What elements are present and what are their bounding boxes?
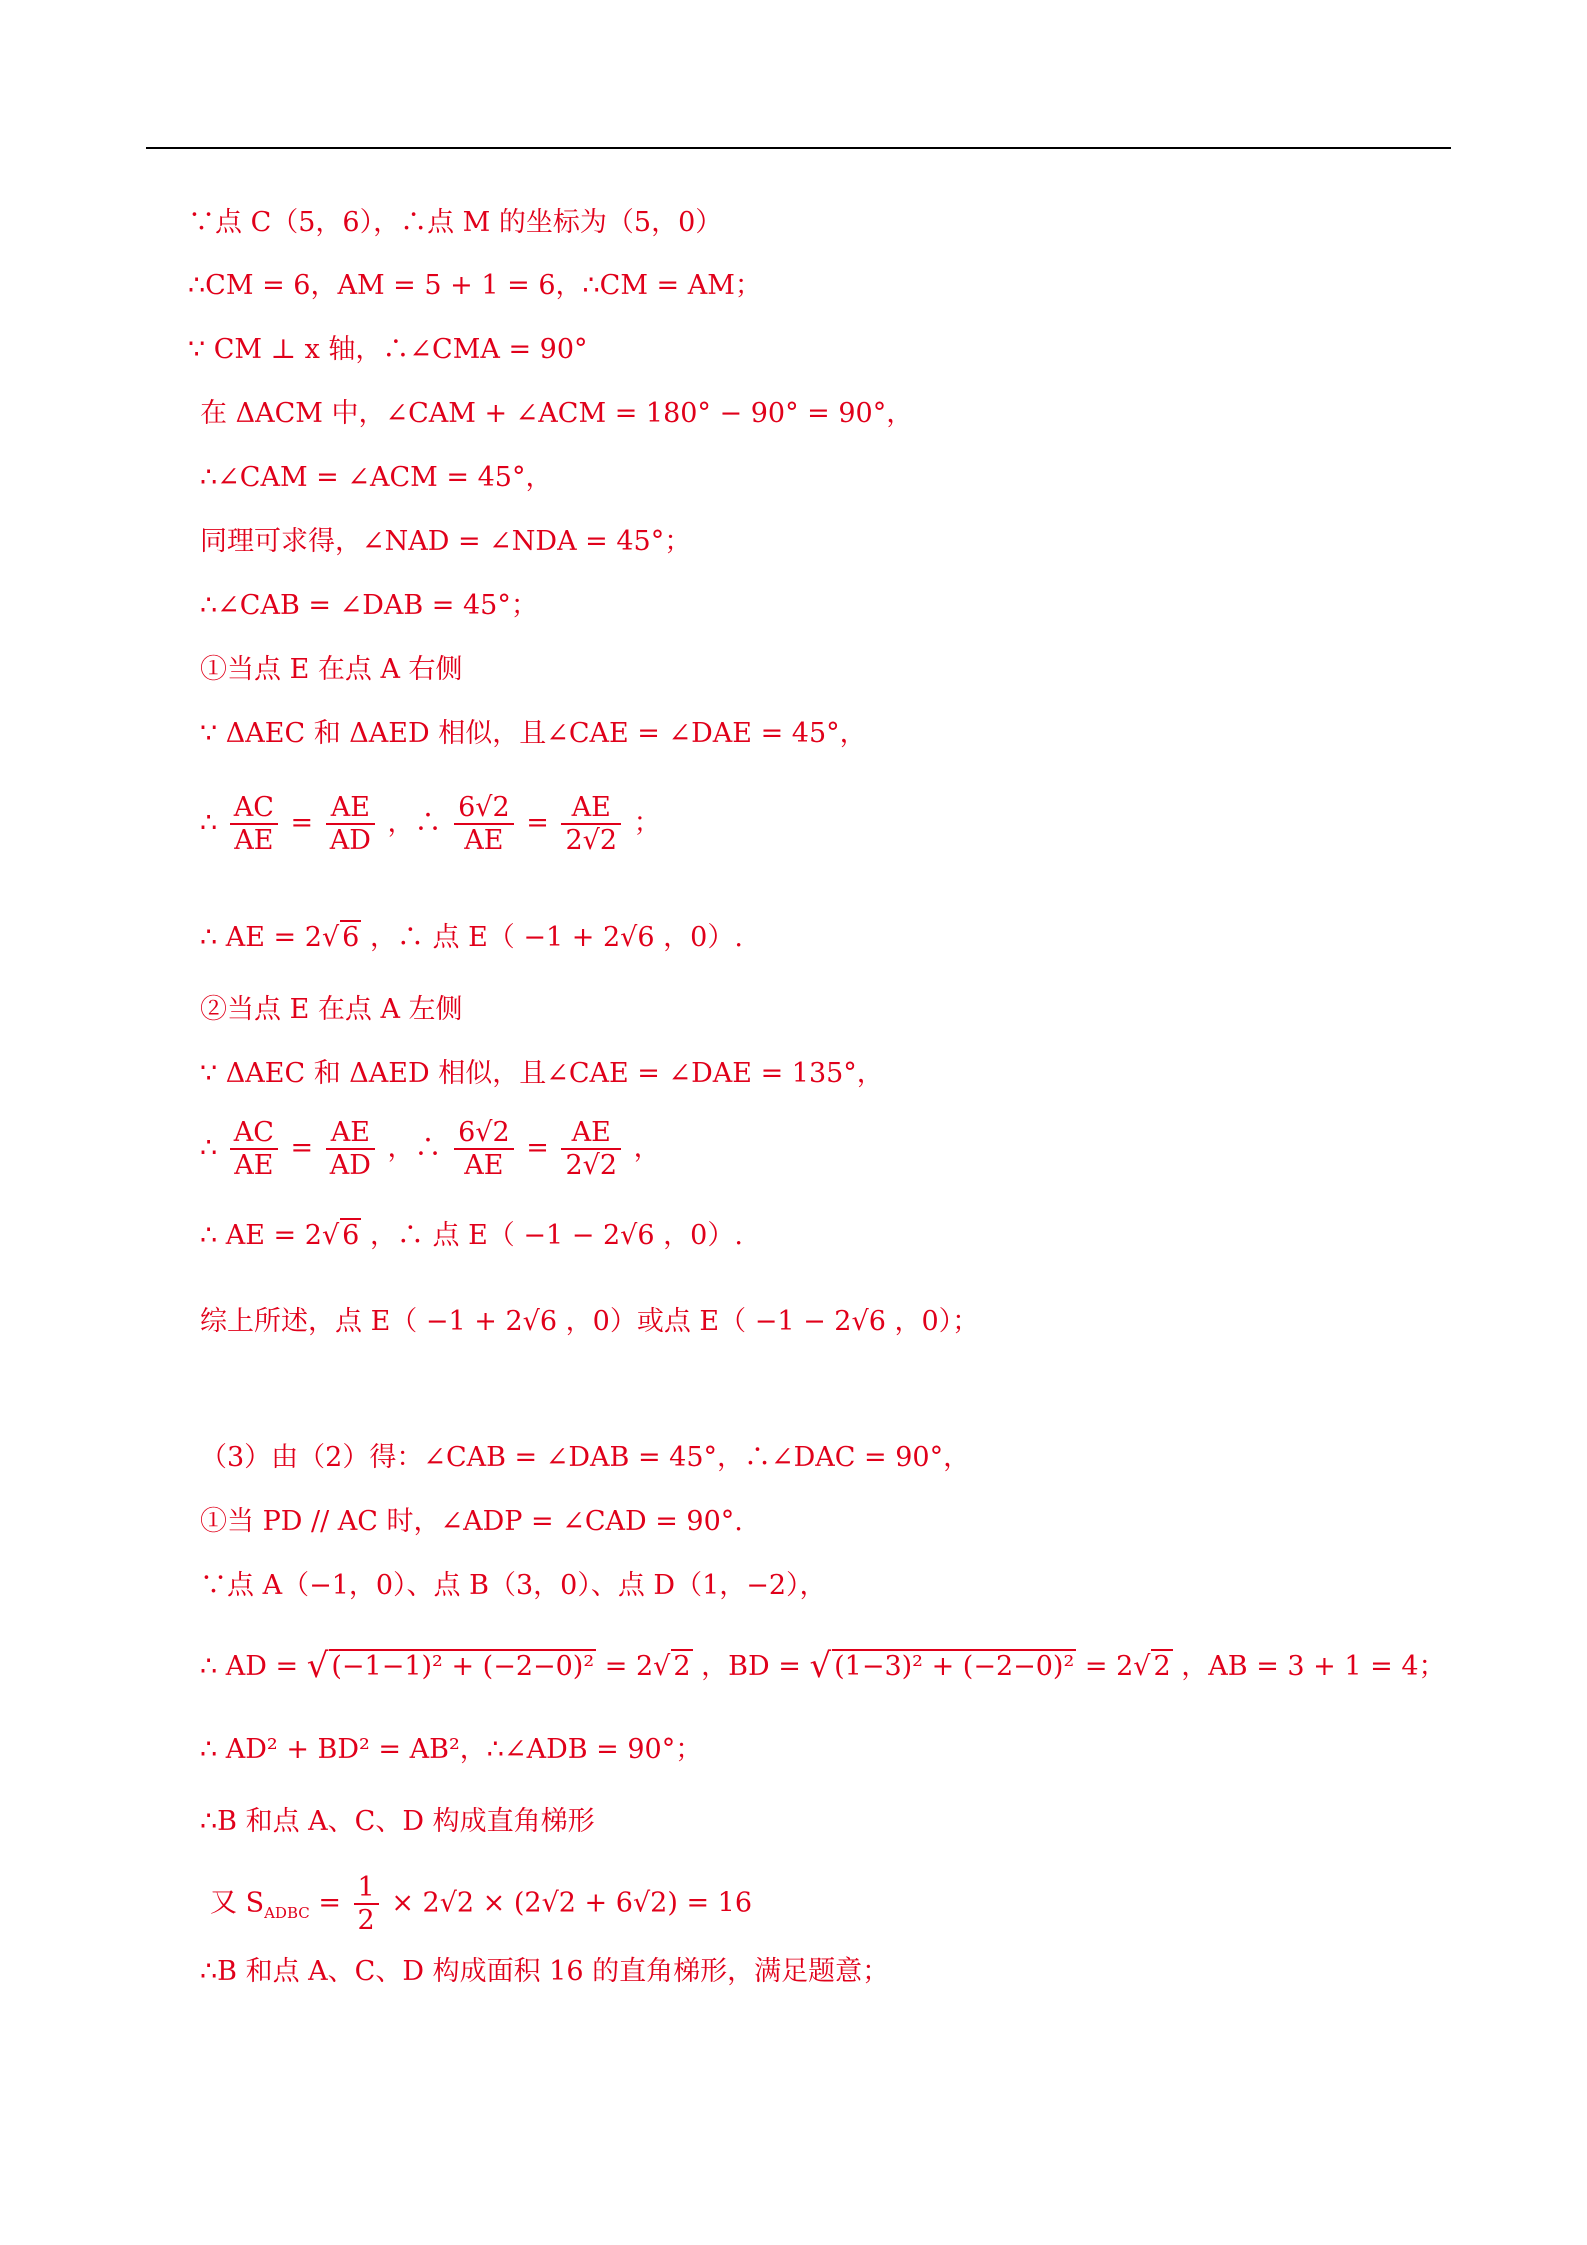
fraction-ac-ae [230,792,278,856]
frac-num: AE [561,792,621,825]
separator: ，∴ [387,807,442,839]
line-15 [200,1216,743,1256]
line-6: 同理可求得，∠NAD = ∠NDA = 45°； [200,526,692,557]
fraction-6r2-ae [454,792,514,856]
ae-value: ∴ AE = 2 [200,922,322,953]
line-18: ①当 PD // AC 时，∠ADP = ∠CAD = 90°. [200,1506,743,1537]
ae-value: ∴ AE = 2 [200,1220,322,1251]
point-label: ，∴ 点 E（ [369,1220,515,1251]
frac-den: AD [329,825,371,857]
frac-den: 2 [357,1905,375,1937]
therefore-mark: ∴ [200,807,218,839]
ad-result: = 2 [604,1651,654,1682]
fraction-ae-2r2 [561,1117,621,1181]
line-7: ∴∠CAB = ∠DAB = 45°； [200,590,538,621]
radicand: 6 [342,1220,360,1251]
frac-den: 2√2 [565,825,618,857]
sqrt-ad: √ (−1−1)² + (−2−0)² [306,1646,595,1686]
line-10 [200,792,661,856]
equals: = [526,807,549,839]
sqrt-2: √ 2 [1133,1651,1171,1682]
frac-den: 2√2 [565,1150,618,1182]
end-punct: ，0）. [663,922,743,953]
frac-den: AD [329,1150,371,1182]
end-punct: ，0）； [894,1306,980,1337]
frac-den: AE [464,1150,504,1182]
line-21: ∴ AD² + BD² = AB²，∴∠ADB = 90°； [200,1734,703,1765]
frac-den: AE [234,825,274,857]
ab-value: ，AB = 3 + 1 = 4； [1181,1651,1446,1682]
end-punct: ； [633,807,661,839]
e-coordinate: −1 − 2√6 [523,1220,655,1251]
equals: = [526,1132,549,1164]
line-16 [200,1302,979,1342]
line-20 [200,1646,1446,1687]
equals: = [290,1132,314,1164]
sqrt-bd: √ (1−3)² + (−2−0)² [809,1646,1075,1686]
frac-num: AE [561,1117,621,1150]
equals: = [290,807,314,839]
frac-num: AC [230,792,278,825]
equals: = [318,1887,350,1919]
line-14 [200,1117,661,1181]
bd-label: ，BD = [701,1651,801,1682]
summary-or: ，0）或点 E（ [565,1306,747,1337]
frac-num: 1 [354,1872,379,1905]
frac-num: 6√2 [454,1117,514,1150]
summary-label: 综上所述，点 E（ [200,1306,418,1337]
radicand: (−1−1)² + (−2−0)² [331,1651,595,1682]
frac-num: AE [326,1117,375,1150]
fraction-ae-2r2 [561,792,621,856]
end-punct: ， [633,1132,661,1164]
area-expression: × 2√2 × (2√2 + 6√2) = 16 [391,1887,753,1919]
line-5: ∴∠CAM = ∠ACM = 45°， [200,462,553,493]
frac-num: 6√2 [454,792,514,825]
radicand: (1−3)² + (−2−0)² [834,1651,1075,1682]
e-coordinate: −1 + 2√6 [523,922,655,953]
line-13: ∵ ΔAEC 和 ΔAED 相似，且∠CAE = ∠DAE = 135°， [200,1058,884,1089]
fraction-half [354,1872,379,1936]
area-subscript: ADBC [264,1903,310,1922]
point-label: ，∴ 点 E（ [369,922,515,953]
bd-result: = 2 [1084,1651,1134,1682]
e-coordinate-left: −1 − 2√6 [754,1306,886,1337]
sqrt-2: √ 2 [653,1651,691,1682]
line-19: ∵点 A（−1，0）、点 B（3，0）、点 D（1，−2）， [200,1570,827,1601]
line-11 [200,918,743,958]
line-24: ∴B 和点 A、C、D 构成面积 16 的直角梯形，满足题意； [200,1956,890,1987]
line-3: ∵ CM ⊥ x 轴，∴∠CMA = 90° [188,334,588,365]
separator: ，∴ [387,1132,442,1164]
line-4: 在 ΔACM 中，∠CAM + ∠ACM = 180° − 90° = 90°， [200,398,914,429]
header-rule [146,147,1451,149]
frac-den: AE [464,825,504,857]
therefore-mark: ∴ [200,1132,218,1164]
sqrt-6: √ 6 [321,922,360,953]
e-coordinate-right: −1 + 2√6 [425,1306,558,1337]
line-12: ②当点 E 在点 A 左侧 [200,994,463,1025]
line-17: （3）由（2）得：∠CAB = ∠DAB = 45°，∴∠DAC = 90°， [200,1442,971,1473]
frac-den: AE [234,1150,274,1182]
frac-num: AC [230,1117,278,1150]
area-label: 又 S [210,1887,265,1919]
ad-label: ∴ AD = [200,1651,299,1682]
frac-num: AE [326,792,375,825]
line-1: ∵点 C（5，6），∴点 M 的坐标为（5，0） [188,207,723,238]
fraction-ae-ad [326,1117,375,1181]
end-punct: ，0）. [663,1220,743,1251]
line-2: ∴CM = 6，AM = 5 + 1 = 6，∴CM = AM； [188,270,762,301]
line-9: ∵ ΔAEC 和 ΔAED 相似，且∠CAE = ∠DAE = 45°， [200,718,867,749]
line-22: ∴B 和点 A、C、D 构成直角梯形 [200,1806,595,1837]
fraction-6r2-ae [454,1117,514,1181]
fraction-ac-ae [230,1117,278,1181]
line-23 [210,1872,752,1936]
radicand: 6 [342,922,360,953]
line-8: ①当点 E 在点 A 右侧 [200,654,463,685]
sqrt-6: √ 6 [321,1220,360,1251]
fraction-ae-ad [326,792,375,856]
